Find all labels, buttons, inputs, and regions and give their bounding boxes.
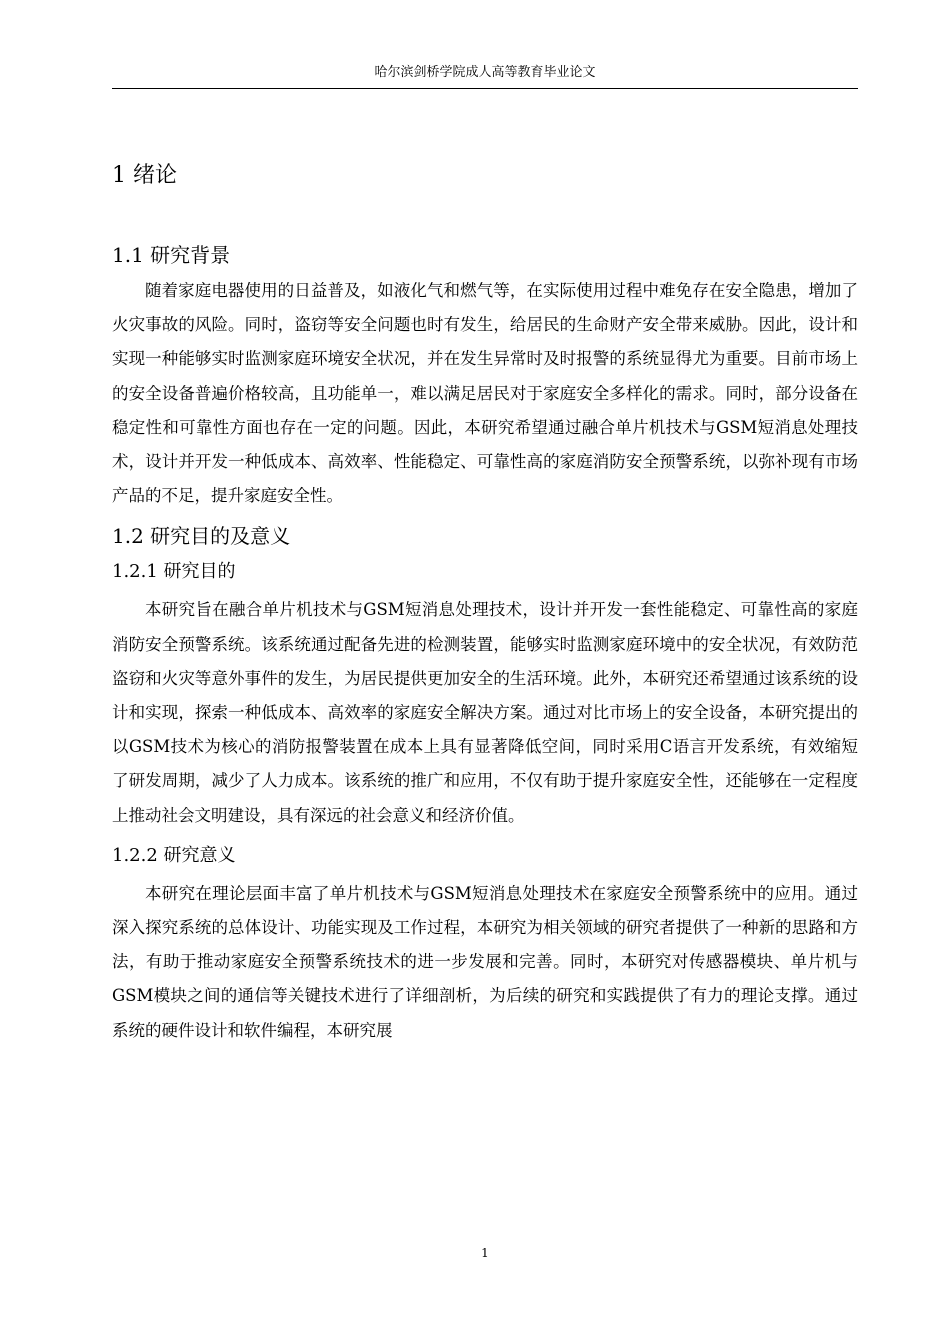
running-header: 哈尔滨剑桥学院成人高等教育毕业论文	[374, 65, 596, 80]
chapter-title: 1 绪论	[112, 163, 177, 188]
section-heading-1-2: 1.2 研究目的及意义	[112, 524, 291, 549]
section-1-2-2-paragraph: 本研究在理论层面丰富了单片机技术与GSM短消息处理技术在家庭安全预警系统中的应用。通过深入探究系统的总体设计、功能实现及工作过程，本研究为相关领域的研究者提供了一种新的思路和方法，有助于推动家庭安全预警系统技术的进一步发展和完善。同时，本研究对传感器模块、单片机与GSM模块之间的通信等关键技术进行了详细剖析，为后续的研究和实践提供了有力的理论支撑。通过系统的硬件设计和软件编程，本研究展	[112, 883, 858, 1040]
section-heading-1-2-2: 1.2.2 研究意义	[112, 844, 236, 866]
section-heading-1-1: 1.1 研究背景	[112, 243, 231, 267]
section-heading-1-2-1: 1.2.1 研究目的	[112, 561, 236, 583]
section-1-2-1-paragraph: 本研究旨在融合单片机技术与GSM短消息处理技术，设计并开发一套性能稳定、可靠性高的家庭消防安全预警系统。该系统通过配备先进的检测装置，能够实时监测家庭环境中的安全状况，有效防范盗窃和火灾等意外事件的发生，为居民提供更加安全的生活环境。此外，本研究还希望通过该系统的设计和实现，探索一种低成本、高效率的家庭安全解决方案。通过对比市场上的安全设备，本研究提出的以GSM技术为核心的消防报警装置在成本上具有显著降低空间，同时采用C语言开发系统，有效缩短了研发周期，减少了人力成本。该系统的推广和应用，不仅有助于提升家庭安全性，还能够在一定程度上推动社会文明建设，具有深远的社会意义和经济价值。	[112, 600, 858, 825]
section-1-1-paragraph: 随着家庭电器使用的日益普及，如液化气和燃气等，在实际使用过程中难免存在安全隐患，增加了火灾事故的风险。同时，盗窃等安全问题也时有发生，给居民的生命财产安全带来威胁。因此，设计和实现一种能够实时监测家庭环境安全状况，并在发生异常时及时报警的系统显得尤为重要。目前市场上的安全设备普遍价格较高，且功能单一，难以满足居民对于家庭安全多样化的需求。同时，部分设备在稳定性和可靠性方面也存在一定的问题。因此，本研究希望通过融合单片机技术与GSM短消息处理技术，设计并开发一种低成本、高效率、性能稳定、可靠性高的家庭消防安全预警系统，以弥补现有市场产品的不足，提升家庭安全性。	[112, 281, 858, 506]
header-rule	[112, 88, 858, 89]
page-number: 1	[481, 1246, 489, 1260]
page-body	[112, 156, 858, 1054]
